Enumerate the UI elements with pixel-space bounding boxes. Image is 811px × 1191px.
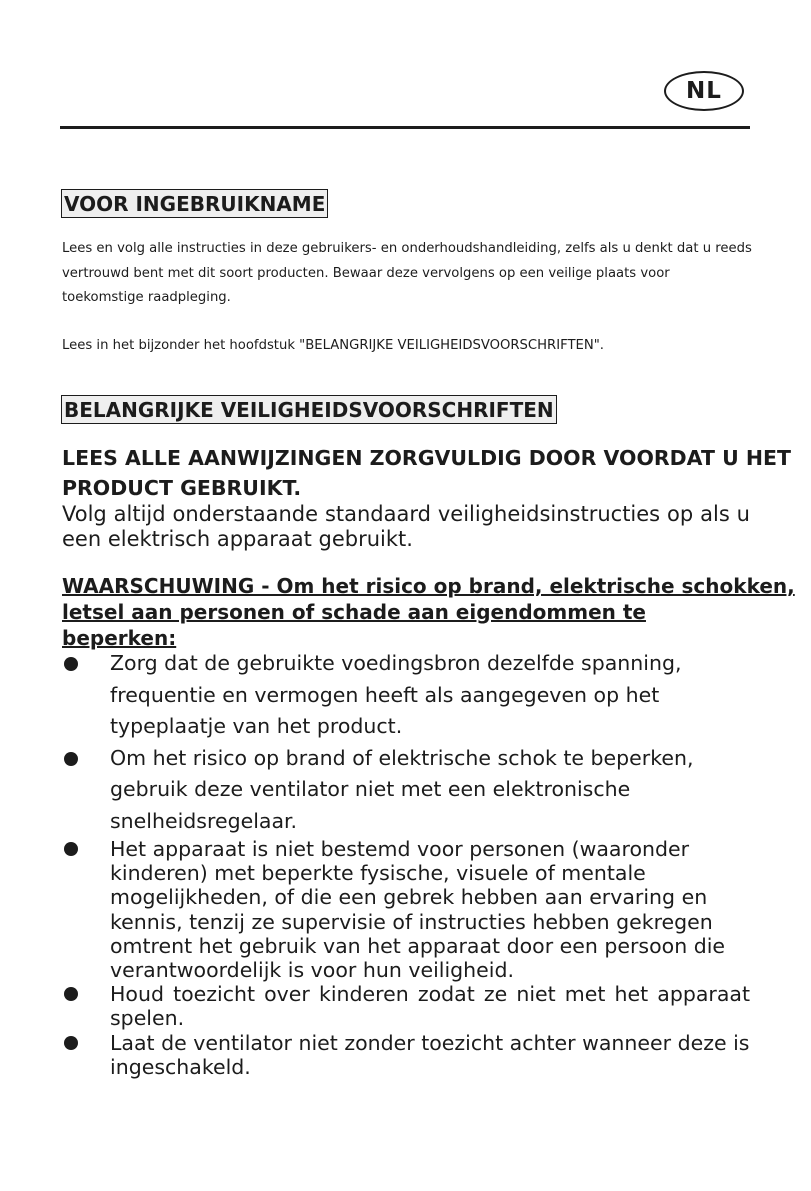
- read-instructions-line1: LEES ALLE AANWIJZINGEN ZORGVULDIG DOOR VOORDAT U HET: [62, 446, 791, 470]
- section-heading-before-use: VOOR INGEBRUIKNAME: [61, 189, 328, 218]
- bullet-dot-icon: [64, 1036, 78, 1050]
- list-item: [0, 837, 811, 982]
- bullet-dot-icon: [64, 987, 78, 1001]
- list-item: [0, 982, 811, 1030]
- warning-line2: letsel aan personen of schade aan eigendommen te beperken:: [62, 600, 646, 650]
- read-instructions-line2: PRODUCT GEBRUIKT.: [62, 476, 302, 500]
- bullet-text: Houd toezicht over kinderen zodat ze niet met het apparaat spelen.: [110, 982, 750, 1031]
- bullet-text: Zorg dat de gebruikte voedingsbron dezelfde spanning, frequentie en vermogen heeft als aangegeven op het typeplaatje van het product.: [110, 651, 682, 738]
- bullet-text: Het apparaat is niet bestemd voor personen (waaronder kinderen) met beperkte fysische, visuele of mentale mogelijkheden, of die een gebrek hebben aan ervaring en kennis, tenzij ze supervisie of instructies hebben gekregen omtrent het gebruik van het apparaat door een persoon die verantwoordelijk is voor hun veiligheid.: [110, 837, 726, 983]
- safety-intro: Volg altijd onderstaande standaard veiligheidsinstructies op als u een elektrisch apparaat gebruikt.: [62, 502, 750, 551]
- bullet-text: Laat de ventilator niet zonder toezicht achter wanneer deze is ingeschakeld.: [110, 1030, 750, 1079]
- bullet-text: Om het risico op brand of elektrische schok te beperken, gebruik deze ventilator niet met een elektronische snelheidsregelaar.: [110, 745, 694, 833]
- warning-line1: WAARSCHUWING - Om het risico op brand, elektrische schokken,: [62, 574, 795, 598]
- header-divider: [60, 126, 750, 129]
- section-heading-safety: BELANGRIJKE VEILIGHEIDSVOORSCHRIFTEN: [61, 395, 557, 424]
- list-item: [0, 648, 811, 743]
- safety-chapter-reference: Lees in het bijzonder het hoofdstuk "BELANGRIJKE VEILIGHEIDSVOORSCHRIFTEN".: [62, 338, 604, 353]
- bullet-dot-icon: [64, 842, 78, 856]
- list-item: [0, 1031, 811, 1079]
- bullet-dot-icon: [64, 752, 78, 766]
- safety-bullet-list: [0, 648, 811, 1079]
- intro-paragraph: Lees en volg alle instructies in deze gebruikers- en onderhoudshandleiding, zelfs als u denkt dat u reeds vertrouwd bent met dit soort producten. Bewaar deze vervolgens op een veilige plaats voor toekomstige raadpleging.: [62, 241, 752, 305]
- warning-statement: [62, 573, 795, 651]
- list-item: [0, 743, 811, 838]
- bullet-dot-icon: [64, 657, 78, 671]
- language-badge: NL: [664, 71, 744, 111]
